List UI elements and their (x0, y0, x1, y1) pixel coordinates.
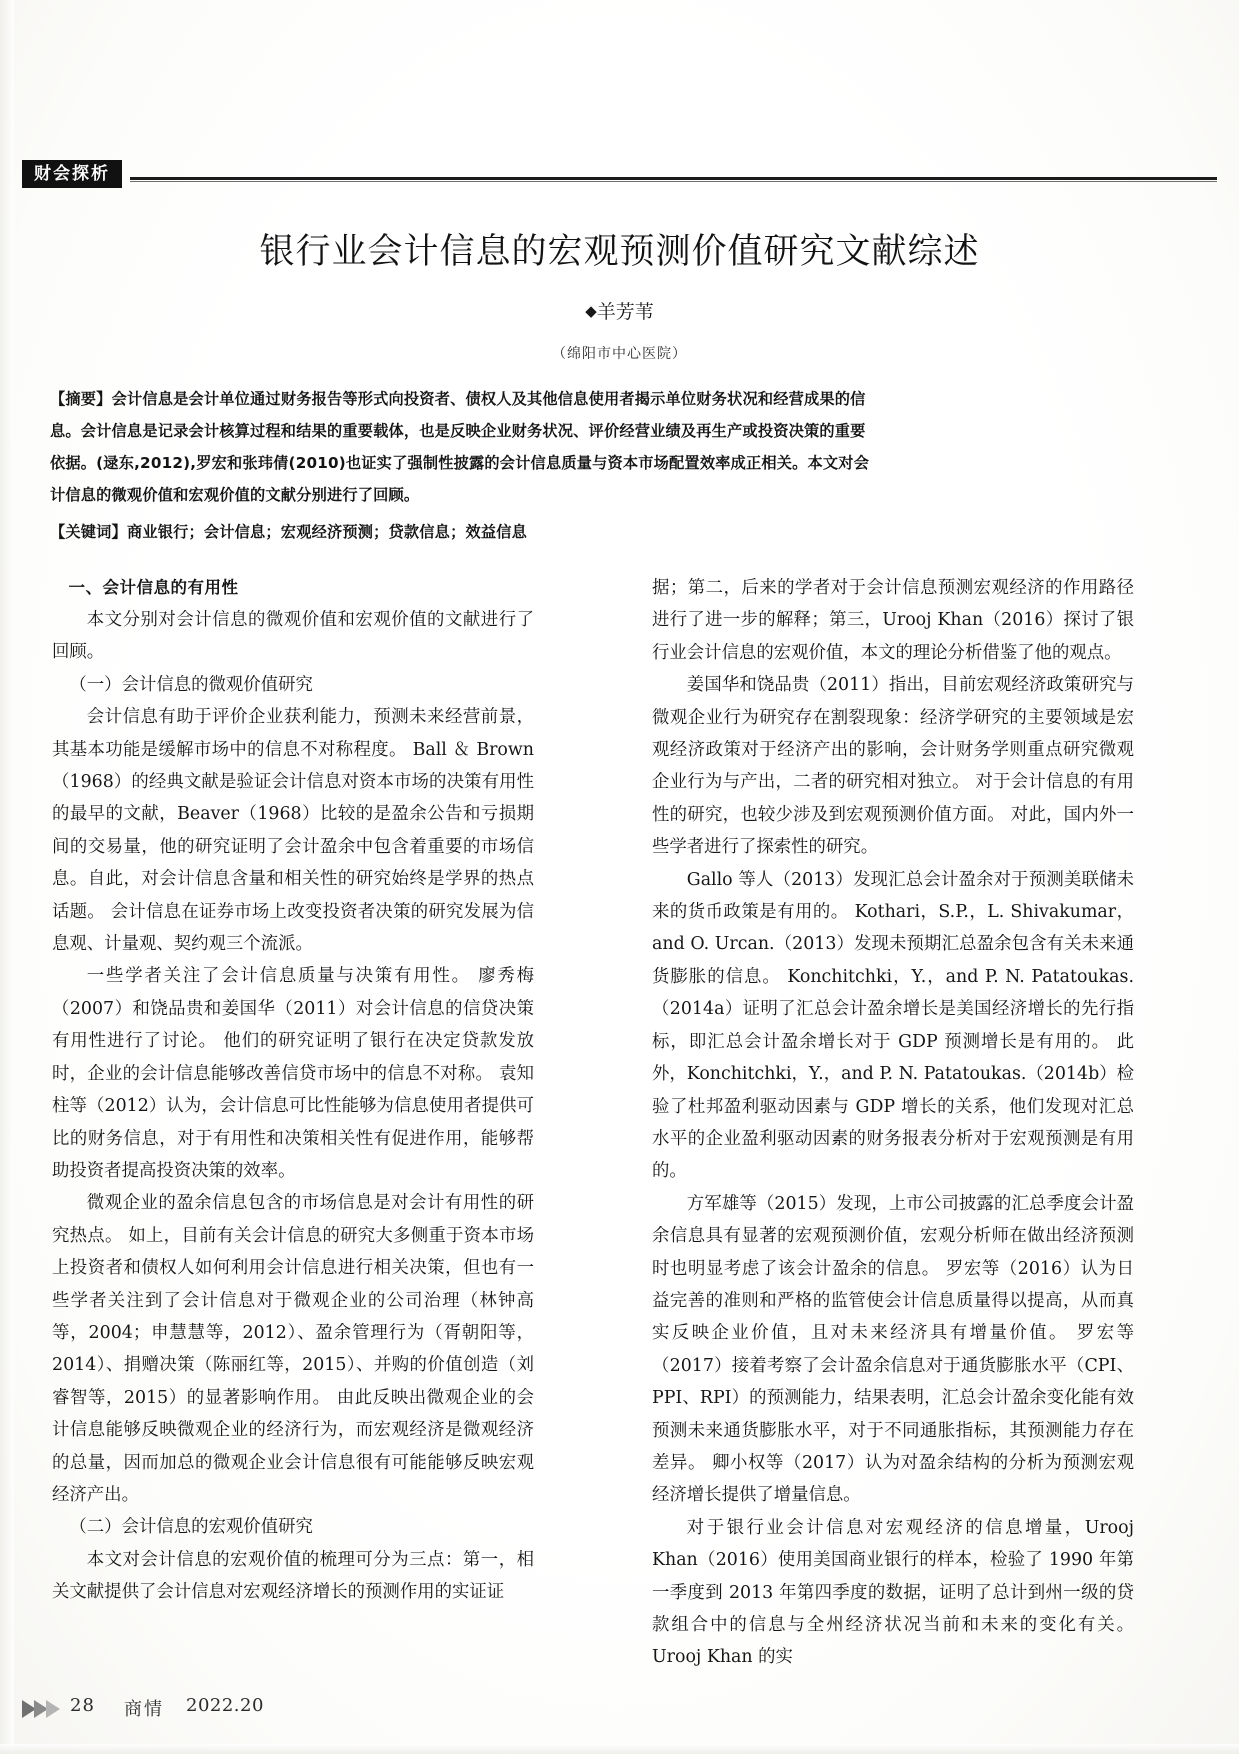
header-rule (130, 177, 1217, 180)
page-edge-shading-bottom (0, 1744, 1239, 1754)
diamond-bullet-icon: ◆ (585, 302, 597, 320)
body-columns (52, 572, 1187, 1668)
author-name: 羊芳苇 (596, 301, 654, 323)
header-rule-thin (130, 181, 1217, 182)
abstract-label: 【摘要】 (50, 390, 112, 408)
paragraph: 方军雄等（2015）发现，上市公司披露的汇总季度会计盈余信息具有显著的宏观预测价值，宏观分析师在做出经济预测时也明显考虑了该会计盈余的信息。 罗宏等（2016）认为日益完善的准则和严格的监管使会计信息质量得以提高，从而真实反映企业价值，且对未来经济具有增量价值。 罗宏等（2017）接着考察了会计盈余信息对于通货膨胀水平（CPI、PPI、RPI）的预测能力，结果表明，汇总会计盈余变化能有效预测未来通货膨胀水平，对于不同通胀指标，其预测能力存在差异。 卿小权等（2017）认为对盈余结构的分析为预测宏观经济增长提供了增量信息。 (652, 1193, 1134, 1506)
paragraph: 姜国华和饶品贵（2011）指出，目前宏观经济政策研究与微观企业行为研究存在割裂现象：经济学研究的主要领域是宏观经济政策对于经济产出的影响，会计财务学则重点研究微观企业行为与产出，二者的研究相对独立。 对于会计信息的有用性的研究，也较少涉及到宏观预测价值方面。 对此，国内外一些学者进行了探索性的研究。 (652, 675, 1134, 858)
paragraph: 本文分别对会计信息的微观价值和宏观价值的文献进行了回顾。 (52, 610, 534, 663)
abstract-block (50, 383, 1190, 548)
heading-level-1: 一、会计信息的有用性 (68, 578, 239, 597)
keywords-line (50, 516, 1190, 548)
page-title: 银行业会计信息的宏观预测价值研究文献综述 (259, 232, 980, 272)
paragraph: 对于银行业会计信息对宏观经济的信息增量，Urooj Khan（2016）使用美国商业银行的样本，检验了 1990 年第一季度到 2013 年第四季度的数据，证明了总计到州一级的贷款组合中的信息与全州经济状况当前和未来的变化有关。 Urooj Khan 的实 (652, 1517, 1134, 1668)
abstract-line: 息。会计信息是记录会计核算过程和结果的重要载体，也是反映企业财务状况、评价经营业绩及再生产或投资决策的重要 (50, 422, 866, 440)
left-column (52, 572, 534, 1609)
paragraph: 会计信息有助于评价企业获利能力，预测未来经营前景，其基本功能是缓解市场中的信息不对称程度。 Ball ＆ Brown（1968）的经典文献是验证会计信息对资本市场的决策有用性的最早的文献，Beaver（1968）比较的是盈余公告和亏损期间的交易量，他的研究证明了会计盈余中包含着重要的市场信息。自此，对会计信息含量和相关性的研究始终是学界的热点话题。 会计信息在证券市场上改变投资者决策的研究发展为信息观、计量观、契约观三个流派。 (52, 707, 534, 955)
heading-level-2: （一）会计信息的微观价值研究 (69, 674, 313, 695)
section-tag-row (22, 160, 1217, 192)
affiliation: （绵阳市中心医院） (552, 346, 687, 362)
paragraph: 微观企业的盈余信息包含的市场信息是对会计有用性的研究热点。 如上，目前有关会计信息的研究大多侧重于资本市场上投资者和债权人如何利用会计信息进行相关决策，但也有一些学者关注到了会计信息对于微观企业的公司治理（林钟高等，2004；申慧慧等，2012）、盈余管理行为（胥朝阳等，2014）、捐赠决策（陈丽红等，2015）、并购的价值创造（刘睿智等，2015）的显著影响作用。 由此反映出微观企业的会计信息能够反映微观企业的经济行为，而宏观经济是微观经济的总量，因而加总的微观企业会计信息很有可能能够反映宏观经济产出。 (52, 1193, 534, 1505)
journal-name: 商情 (124, 1699, 164, 1720)
abstract-line: 计信息的微观价值和宏观价值的文献分别进行了回顾。 (50, 486, 420, 504)
page-number: 28 (70, 1695, 95, 1716)
paragraph-continuation: 据；第二，后来的学者对于会计信息预测宏观经济的作用路径进行了进一步的解释；第三，Urooj Khan（2016）探讨了银行业会计信息的宏观价值，本文的理论分析借鉴了他的观点。 (652, 578, 1134, 663)
paragraph: Gallo 等人（2013）发现汇总会计盈余对于预测美联储未来的货币政策是有用的。 Kothari，S.P.，L. Shivakumar，and O. Urcan.（2013）发现未预期汇总盈余包含有关未来通货膨胀的信息。 Konchitchki，Y.，and P. N. Patatoukas.（2014a）证明了汇总会计盈余增长是美国经济增长的先行指标，即汇总会计盈余增长对于 GDP 预测增长是有用的。 此外，Konchitchki，Y.，and P. N. Patatoukas.（2014b）检验了杜邦盈利驱动因素与 GDP 增长的关系，他们发现对汇总水平的企业盈利驱动因素的财务报表分析对于宏观预测是有用的。 (652, 869, 1134, 1182)
abstract-line: 依据。(逯东,2012),罗宏和张玮倩(2010)也证实了强制性披露的会计信息质量与资本市场配置效率成正相关。本文对会 (50, 454, 870, 472)
abstract-line (50, 383, 1190, 415)
abstract-text: 会计信息是会计单位通过财务报告等形式向投资者、债权人及其他信息使用者揭示单位财务状况和经营成果的信 (111, 390, 866, 408)
keywords-label: 【关键词】 (50, 523, 127, 541)
paragraph: 一些学者关注了会计信息质量与决策有用性。 廖秀梅（2007）和饶品贵和姜国华（2011）对会计信息的信贷决策有用性进行了讨论。 他们的研究证明了银行在决定贷款发放时，企业的会计信息能够改善信贷市场中的信息不对称。 袁知柱等（2012）认为，会计信息可比性能够为信息使用者提供可比的财务信息，对于有用性和决策相关性有促进作用，能够帮助投资者提高投资决策的效率。 (52, 966, 534, 1181)
byline (0, 297, 1239, 324)
journal-issue: 2022.20 (186, 1695, 264, 1716)
right-column (652, 572, 1134, 1674)
heading-level-2: （二）会计信息的宏观价值研究 (69, 1517, 313, 1538)
page-footer (0, 1690, 1239, 1740)
keywords-text: 商业银行；会计信息；宏观经济预测；贷款信息；效益信息 (126, 523, 528, 541)
section-tag: 财会探析 (22, 160, 122, 188)
paragraph: 本文对会计信息的宏观价值的梳理可分为三点：第一，相关文献提供了会计信息对宏观经济增长的预测作用的实证证 (52, 1549, 534, 1603)
